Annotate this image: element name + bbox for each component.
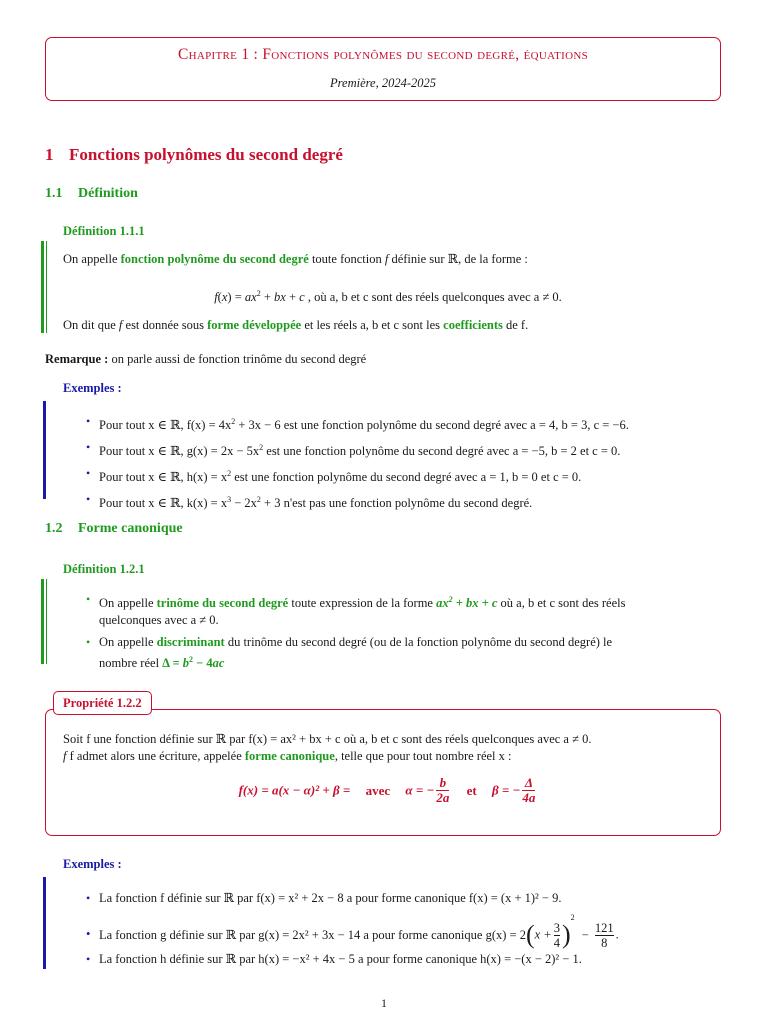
definition-bar: [41, 579, 44, 664]
property-formula: f(x) = a(x − α)² + β = avec α = − $\frac{b}{2a}$ et β = − $\frac{\Delta}{4a}$: [238, 775, 536, 805]
examples-bar: [43, 401, 46, 499]
list-item: • La fonction h définie sur ℝ par h(x) = −x² + 4x − 5 a pour forme canonique h(x) = −(x − 2)² − 1.: [86, 952, 582, 966]
examples-2-item-2: • La fonction g définie sur ℝ par g(x) = 2x² + 3x − 14 a pour forme canonique g(x) = 2(x + $\frac{3}{4}$ )$^2$ − $\frac{121}{8}$ .: [86, 913, 619, 950]
property-box: [45, 709, 721, 836]
subsection-1-1-heading: [45, 186, 138, 202]
subsection-number: 1.2: [45, 521, 63, 536]
term-fonction-polynome: fonction polynôme du second degré: [120, 252, 309, 266]
definition-1-2-1-label: Définition 1.2.1: [63, 562, 145, 576]
page-number: 1: [381, 996, 387, 1010]
list-item: • La fonction f définie sur ℝ par f(x) = x² + 2x − 8 a pour forme canonique f(x) = (x + 1)² − 9.: [86, 891, 562, 905]
term-coefficients: coefficients: [443, 318, 503, 332]
property-label: Propriété 1.2.2: [53, 691, 152, 715]
property-line-2: f f admet alors une écriture, appelée forme canonique, telle que pour tout nombre réel x :: [63, 749, 512, 763]
chapter-subtitle: Première, 2024-2025: [330, 76, 436, 90]
subsection-title: Définition: [78, 186, 138, 201]
examples-2-item-3: [86, 951, 726, 968]
definition-bar-thin: [46, 579, 47, 664]
examples-2-list: [86, 890, 726, 907]
definition-1-2-1-list: [86, 591, 706, 672]
list-item: • Pour tout x ∈ ℝ, $k(x) = x^3 - 2x^2 + 3$ n'est pas une fonction polynôme du second degré.: [86, 492, 533, 511]
examples-2-label: Exemples :: [63, 857, 122, 871]
list-item: • Pour tout x ∈ ℝ, $f(x) = 4x^2 + 3x - 6$ est une fonction polynôme du second degré avec a = 4, b = 3, c = −6.: [86, 414, 629, 433]
section-1-heading: [45, 145, 343, 165]
examples-1-list: [86, 413, 726, 513]
examples-1-label: Exemples :: [63, 381, 122, 395]
definition-formula: $f(x) = ax^2$ + bx + c , où a, b et c sont des réels quelconques avec a ≠ 0.: [214, 289, 562, 305]
list-item: • On appelle discriminant du trinôme du second degré (ou de la fonction polynôme du second degré) le nombre réel $\Delta = b^2 - 4ac$: [86, 635, 613, 671]
definition-paragraph-2: On dit que f est donnée sous forme développée et les réels a, b et c sont les coefficients de f.: [63, 318, 529, 332]
definition-bar-thin: [46, 241, 47, 333]
definition-bar: [41, 241, 44, 333]
list-item: • On appelle trinôme du second degré toute expression de la forme $ax^2$ + bx + c où a, b et c sont des réels quelconques avec a ≠ 0.: [86, 592, 626, 628]
list-item: • Pour tout x ∈ ℝ, $h(x) = x^2$ est une fonction polynôme du second degré avec a = 1, b = 0 et c = 0.: [86, 466, 582, 485]
remark: [45, 351, 715, 368]
term-forme-developpee: forme développée: [207, 318, 302, 332]
subsection-1-2-heading: [45, 521, 183, 537]
definition-1-1-1-label: Définition 1.1.1: [63, 224, 145, 238]
remark-label: Remarque :: [45, 352, 109, 366]
subsection-title: Forme canonique: [78, 521, 183, 536]
list-item: • Pour tout x ∈ ℝ, $g(x) = 2x - 5x^2$ est une fonction polynôme du second degré avec a = −5, b = 2 et c = 0.: [86, 440, 621, 459]
section-title: Fonctions polynômes du second degré: [69, 145, 343, 164]
definition-paragraph-1: On appelle fonction polynôme du second degré toute fonction f définie sur ℝ, de la forme :: [63, 252, 528, 266]
remark-text: on parle aussi de fonction trinôme du second degré: [108, 352, 367, 366]
section-number: 1: [45, 145, 54, 164]
property-line-1: Soit f une fonction définie sur ℝ par f(x) = ax² + bx + c où a, b et c sont des réels quelconques avec a ≠ 0.: [63, 732, 592, 746]
subsection-number: 1.1: [45, 186, 63, 201]
chapter-title: Chapitre 1 : Fonctions polynômes du second degré, équations: [177, 46, 589, 63]
chapter-title-box: [45, 37, 721, 101]
examples-bar: [43, 877, 46, 969]
